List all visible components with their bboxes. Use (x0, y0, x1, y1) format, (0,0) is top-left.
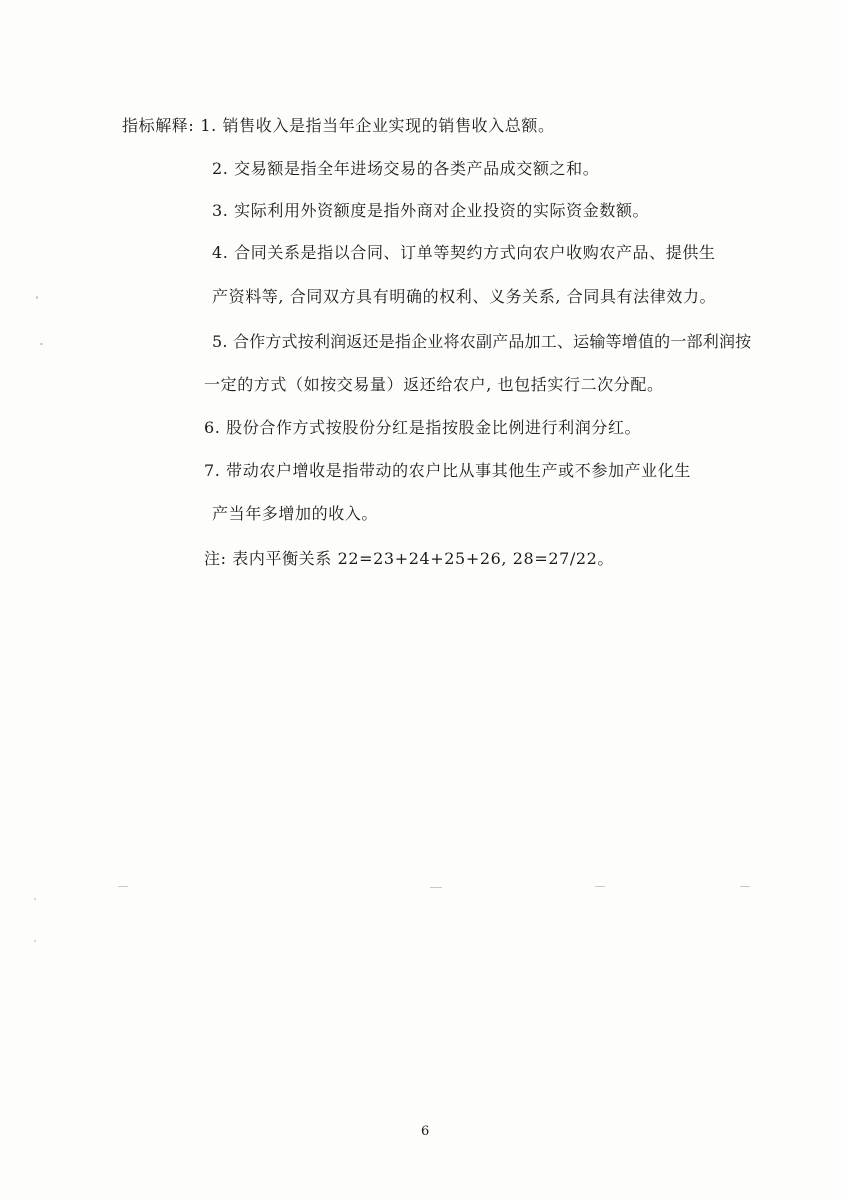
definition-line-1 (122, 116, 555, 136)
definition-item-3: 3. 实际利用外资额度是指外商对企业投资的实际资金数额。 (212, 201, 650, 220)
definition-item-5a: 5. 合作方式按利润返还是指企业将农副产品加工、运输等增值的一部利润按 (212, 332, 752, 351)
scan-speck (430, 887, 442, 888)
scan-speck (34, 940, 36, 942)
definition-item-2: 2. 交易额是指全年进场交易的各类产品成交额之和。 (212, 159, 600, 178)
balance-note: 注: 表内平衡关系 22=23+24+25+26, 28=27/22。 (204, 549, 615, 568)
scan-speck (40, 343, 43, 345)
definitions-label: 指标解释: (122, 116, 195, 135)
definition-item-6: 6. 股份合作方式按股份分红是指按股金比例进行利润分红。 (204, 418, 642, 437)
definition-item-4a: 4. 合同关系是指以合同、订单等契约方式向农户收购农产品、提供生 (212, 243, 716, 262)
page-number: 6 (421, 1124, 430, 1139)
scan-speck (740, 886, 750, 887)
scan-speck (595, 886, 605, 887)
scan-speck (34, 898, 36, 900)
scan-speck (36, 296, 38, 299)
definition-item-4b: 产资料等, 合同双方具有明确的权利、义务关系, 合同具有法律效力。 (212, 287, 717, 306)
definition-item-5b: 一定的方式（如按交易量）返还给农户, 也包括实行二次分配。 (204, 375, 664, 394)
definition-item-1: 1. 销售收入是指当年企业实现的销售收入总额。 (200, 116, 555, 135)
definition-item-7a: 7. 带动农户增收是指带动的农户比从事其他生产或不参加产业化生 (204, 461, 691, 480)
scan-speck (118, 886, 128, 887)
definition-item-7b: 产当年多增加的收入。 (212, 504, 379, 523)
